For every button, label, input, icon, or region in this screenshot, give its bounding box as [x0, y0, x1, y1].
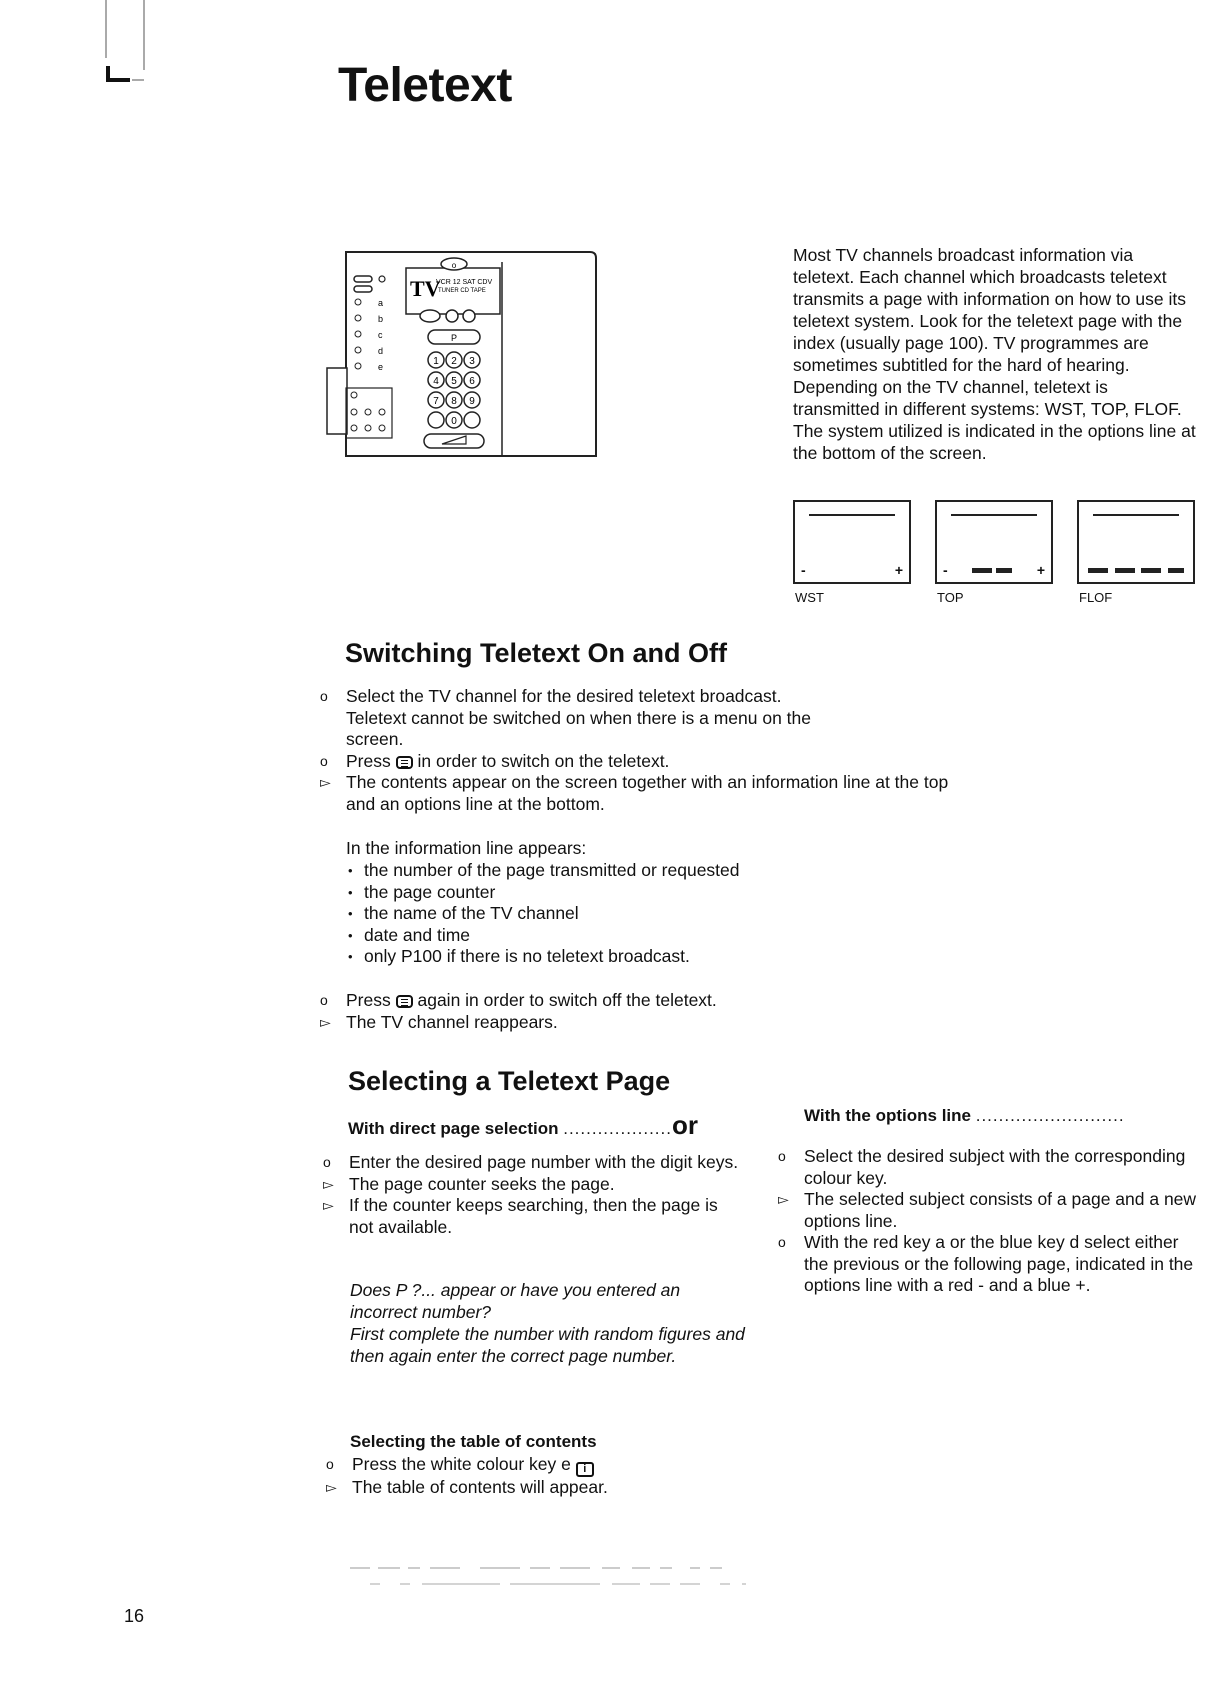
color-key-a: a — [378, 298, 384, 308]
switching-steps — [320, 686, 840, 772]
digit-key-7: 7 — [433, 396, 439, 407]
color-key-b: b — [378, 314, 384, 324]
list-item: ▻ The selected subject consists of a page and a new options line. — [778, 1189, 1197, 1231]
list-item: ▻ If the counter keeps searching, then the page is not available. — [323, 1195, 718, 1237]
list-item: o Press the white colour key e i — [326, 1454, 786, 1477]
remote-mode-label: TV — [410, 276, 441, 301]
toc-step: Press the white colour key e — [352, 1454, 571, 1474]
switching-off-steps — [320, 990, 880, 1033]
digit-key-1: 1 — [433, 356, 439, 367]
list-item: o Press in order to switch on the teletext. — [320, 750, 670, 771]
list-item: o Enter the desired page number with the digit keys. — [323, 1152, 739, 1172]
top-minus: - — [943, 562, 948, 578]
list-item: • the page counter — [346, 882, 866, 904]
list-item: • date and time — [346, 925, 866, 947]
crop-mark — [104, 0, 148, 90]
options-line-subheading — [804, 1106, 1204, 1126]
page-number: 16 — [124, 1606, 145, 1626]
digit-key-9: 9 — [469, 396, 475, 407]
top-screen — [935, 500, 1053, 584]
info-line-intro: In the information line appears: — [346, 838, 587, 858]
switching-result-1: The contents appear on the screen together with an information line at the top and an options line at the bottom. — [346, 772, 949, 814]
note-incorrect-number: Does P ?... appear or have you entered an incorrect number? — [350, 1280, 681, 1322]
direct-selection-steps — [323, 1152, 743, 1238]
svg-text:o: o — [451, 261, 457, 270]
top-label: TOP — [937, 590, 964, 605]
info-line-items — [346, 860, 866, 968]
list-item: ▻ The page counter seeks the page. — [323, 1173, 615, 1194]
selecting-heading: Selecting a Teletext Page — [348, 1066, 671, 1096]
flof-screen — [1077, 500, 1195, 584]
flof-label: FLOF — [1079, 590, 1113, 605]
options-line-screens — [793, 500, 1203, 610]
list-item: o Press again in order to switch off the teletext. — [320, 990, 717, 1010]
digit-key-2: 2 — [451, 356, 457, 367]
toc-heading: Selecting the table of contents — [350, 1432, 597, 1451]
top-plus: + — [1036, 562, 1045, 578]
color-key-d: d — [378, 346, 384, 356]
list-item: • the name of the TV channel — [346, 903, 866, 925]
p-rocker-label: P — [450, 333, 458, 343]
switching-step-3-pre: Press — [346, 990, 391, 1010]
list-item: o With the red key a or the blue key d select either the previous or the following page, indicated in the options line with a red - and a blue +. — [778, 1232, 1194, 1295]
switching-heading: Switching Teletext On and Off — [345, 638, 728, 668]
page-title: Teletext — [338, 59, 512, 112]
color-key-c: c — [378, 330, 383, 340]
direct-selection-label: With direct page selection — [348, 1119, 559, 1138]
direct-selection-subheading — [348, 1110, 768, 1141]
options-line-steps — [778, 1146, 1203, 1297]
switching-result — [320, 772, 980, 815]
toc-result: The table of contents will appear. — [352, 1477, 608, 1497]
intro-paragraph: Most TV channels broadcast information via teletext. Each channel which broadcasts teletext transmits a page with information on how to use its teletext system. Look for the teletext page with the index (usually page 100). TV programmes are sometimes subtitled for the hard of hearing. Depending on the TV channel, teletext is transmitted in different systems: WST, TOP, FLOF. The system utilized is indicated in the options line at the bottom of the screen. — [793, 245, 1196, 463]
list-item: • the number of the page transmitted or requested — [346, 860, 866, 882]
switching-result-2: The TV channel reappears. — [346, 1011, 558, 1032]
options-line-label: With the options line — [804, 1106, 971, 1125]
digit-key-6: 6 — [469, 376, 475, 387]
digit-key-0: 0 — [451, 416, 457, 427]
switching-step-2-pre: Press — [346, 750, 391, 771]
digit-key-3: 3 — [469, 356, 475, 367]
teletext-icon — [396, 756, 413, 769]
switching-step-1: Select the TV channel for the desired teletext broadcast. Teletext cannot be switched on when there is a menu on the screen. — [346, 686, 812, 749]
digit-key-5: 5 — [451, 376, 457, 387]
switching-step-3-post: again in order to switch off the teletext. — [417, 990, 717, 1010]
wst-label: WST — [795, 590, 824, 605]
options-leader: .......................... — [975, 1106, 1125, 1125]
wst-minus: - — [801, 562, 806, 578]
note-complete-number: First complete the number with random figures and then again enter the correct page number. — [350, 1324, 745, 1366]
scan-noise — [350, 1560, 810, 1590]
list-item: • only P100 if there is no teletext broadcast. — [346, 946, 866, 968]
list-item: o Select the desired subject with the corresponding colour key. — [778, 1146, 1186, 1188]
list-item: ▻ The table of contents will appear. — [326, 1477, 608, 1497]
wst-plus: + — [894, 562, 903, 578]
or-separator: or — [671, 1110, 698, 1140]
list-item: ▻ The contents appear on the screen together with an information line at the top and an options line at the bottom. — [320, 772, 949, 814]
teletext-icon — [396, 995, 413, 1008]
wst-screen — [793, 500, 911, 584]
info-icon: i — [576, 1462, 594, 1477]
remote-sources-top: VCR 12 SAT CDV — [436, 279, 493, 286]
switching-step-2-post: in order to switch on the teletext. — [417, 750, 670, 771]
digit-key-8: 8 — [451, 396, 457, 407]
direct-leader: ................... — [563, 1119, 672, 1138]
digit-key-4: 4 — [433, 376, 439, 387]
remote-sources-bottom: TUNER CD TAPE — [438, 288, 486, 294]
color-key-e: e — [378, 362, 384, 372]
toc-steps — [326, 1454, 786, 1499]
list-item: o Select the TV channel for the desired teletext broadcast. Teletext cannot be switched on when there is a menu on the screen. — [320, 686, 812, 749]
remote-control-illustration — [326, 250, 616, 458]
list-item: ▻ The TV channel reappears. — [320, 1011, 558, 1032]
